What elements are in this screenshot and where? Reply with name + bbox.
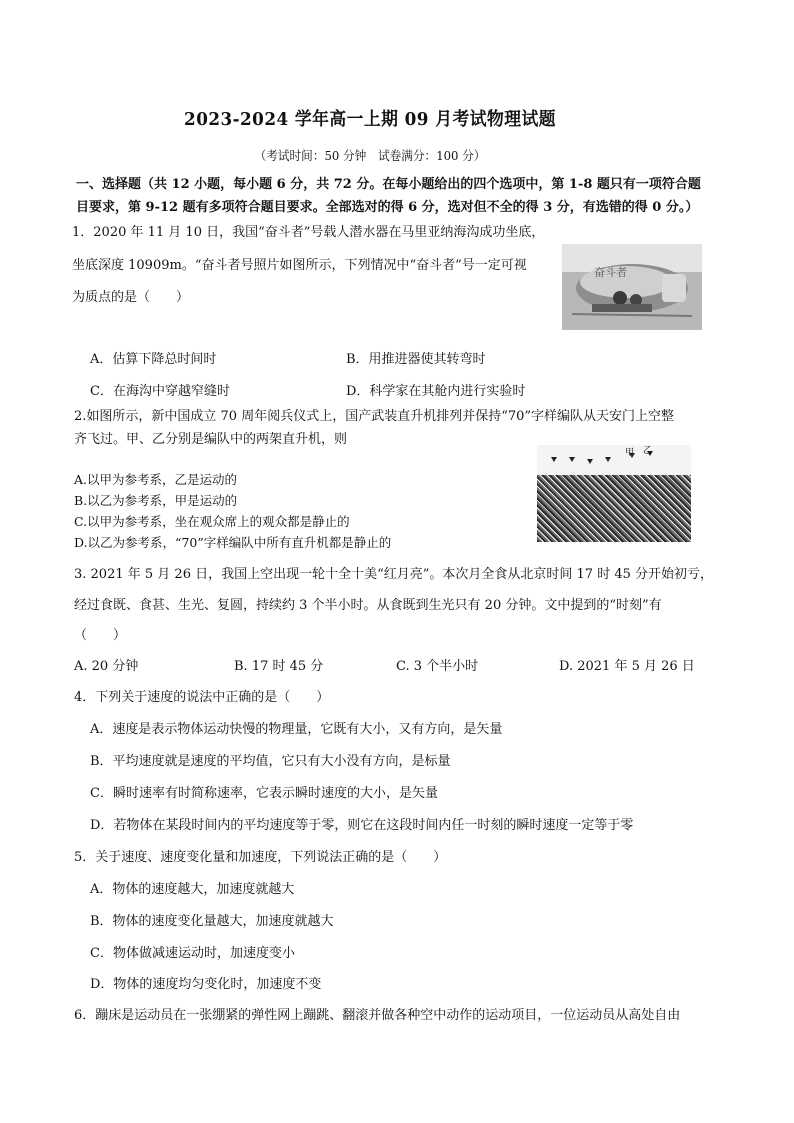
q1-option-c: C．在海沟中穿越窄缝时 — [90, 384, 230, 399]
q1-line-1: 1．2020 年 11 月 10 日，我国“奋斗者”号载人潜水器在马里亚纳海沟成功坐底， — [72, 225, 545, 240]
label-yi: 乙 — [643, 446, 653, 456]
q3-option-d: D. 2021 年 5 月 26 日 — [559, 659, 695, 674]
exam-title: 2023-2024 学年高一上期 09 月考试物理试题 — [184, 109, 556, 130]
q3-option-a: A. 20 分钟 — [74, 659, 139, 674]
q5-option-c: C．物体做减速运动时，加速度变小 — [90, 946, 295, 961]
section-instructions — [76, 173, 726, 219]
q4-option-c: C．瞬时速率有时简称速率，它表示瞬时速度的大小，是矢量 — [90, 786, 438, 801]
q3-option-c: C. 3 个半小时 — [396, 659, 479, 674]
submersible-drawing — [562, 244, 702, 330]
photo-caption: 奋斗者 — [594, 266, 627, 279]
q4-option-d: D．若物体在某段时间内的平均速度等于零，则它在这段时间内任一时刻的瞬时速度一定等于零 — [90, 818, 634, 833]
q1-line-2: 坐底深度 10909m。“奋斗者号照片如图所示，下列情况中“奋斗者”号一定可视 — [72, 258, 527, 273]
section-line-1: 一、选择题（共 12 小题，每小题 6 分，共 72 分。在每小题给出的四个选项中，第 1-8 题只有一项符合题 — [76, 177, 701, 192]
q2-option-c: C.以甲为参考系，坐在观众席上的观众都是静止的 — [74, 514, 350, 529]
q4-stem: 4．下列关于速度的说法中正确的是（ ） — [74, 690, 330, 705]
label-jia: 甲 — [625, 448, 635, 458]
q2-line-1: 2.如图所示，新中国成立 70 周年阅兵仪式上，国产武装直升机排列并保持“70”字样编队从天安门上空整 — [74, 409, 675, 424]
section-line-2: 目要求，第 9-12 题有多项符合题目要求。全部选对的得 6 分，选对但不全的得 3 分，有选错的得 0 分。） — [76, 200, 699, 215]
q3-line-1: 3. 2021 年 5 月 26 日，我国上空出现一轮十全十美“红月亮”。本次月全食从北京时间 17 时 45 分开始初亏， — [74, 567, 714, 582]
q1-line-3: 为质点的是（ ） — [72, 290, 190, 305]
q5-option-d: D．物体的速度均匀变化时，加速度不变 — [90, 977, 322, 992]
q2-option-d: D.以乙为参考系，“70”字样编队中所有直升机都是静止的 — [74, 535, 392, 550]
q1-option-d: D．科学家在其舱内进行实验时 — [346, 384, 526, 399]
q4-option-b: B．平均速度就是速度的平均值，它只有大小没有方向，是标量 — [90, 754, 451, 769]
q4-option-a: A．速度是表示物体运动快慢的物理量，它既有大小，又有方向，是矢量 — [90, 722, 503, 737]
q1-option-a: A．估算下降总时间时 — [90, 352, 217, 367]
submersible-photo — [562, 244, 702, 330]
q2-line-2: 齐飞过。甲、乙分别是编队中的两架直升机，则 — [74, 432, 348, 447]
q5-option-a: A．物体的速度越大，加速度就越大 — [90, 882, 295, 897]
q3-line-2: 经过食既、食甚、生光、复圆，持续约 3 个半小时。从食既到生光只有 20 分钟。文中提到的“时刻”有 — [74, 598, 662, 613]
exam-subtitle: （考试时间：50 分钟 试卷满分：100 分） — [254, 148, 486, 163]
q2-option-b: B.以乙为参考系，甲是运动的 — [74, 493, 238, 508]
q2-option-a: A.以甲为参考系，乙是运动的 — [74, 472, 238, 487]
helicopter-drawing — [537, 445, 691, 542]
q6-line-1: 6．蹦床是运动员在一张绷紧的弹性网上蹦跳、翻滚并做各种空中动作的运动项目，一位运动员从高处自由 — [74, 1008, 681, 1023]
q3-line-3: （ ） — [74, 628, 127, 643]
helicopter-formation-photo — [537, 445, 691, 542]
q3-option-b: B. 17 时 45 分 — [234, 659, 324, 674]
q5-stem: 5．关于速度、速度变化量和加速度，下列说法正确的是（ ） — [74, 850, 447, 865]
q1-option-b: B．用推进器使其转弯时 — [346, 352, 486, 367]
q5-option-b: B．物体的速度变化量越大，加速度就越大 — [90, 914, 334, 929]
